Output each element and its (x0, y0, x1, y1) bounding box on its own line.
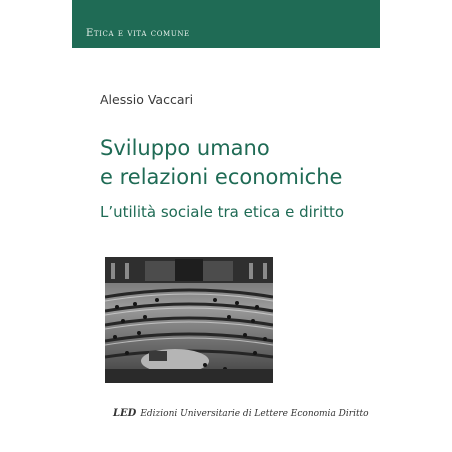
book-title (100, 134, 370, 192)
parliament-chamber-photo (105, 257, 273, 383)
title-line-2: e relazioni economiche (100, 165, 343, 189)
book-cover (72, 0, 380, 452)
series-band (72, 0, 380, 48)
author-name: Alessio Vaccari (100, 92, 194, 107)
title-line-1: Sviluppo umano (100, 136, 270, 160)
book-subtitle: L’utilità sociale tra etica e diritto (100, 203, 345, 221)
publisher-logo: LED (113, 408, 137, 419)
publisher (113, 408, 369, 419)
publisher-name: Edizioni Universitarie di Lettere Economia Diritto (140, 408, 369, 419)
series-label: Etica e vita comune (86, 28, 190, 39)
